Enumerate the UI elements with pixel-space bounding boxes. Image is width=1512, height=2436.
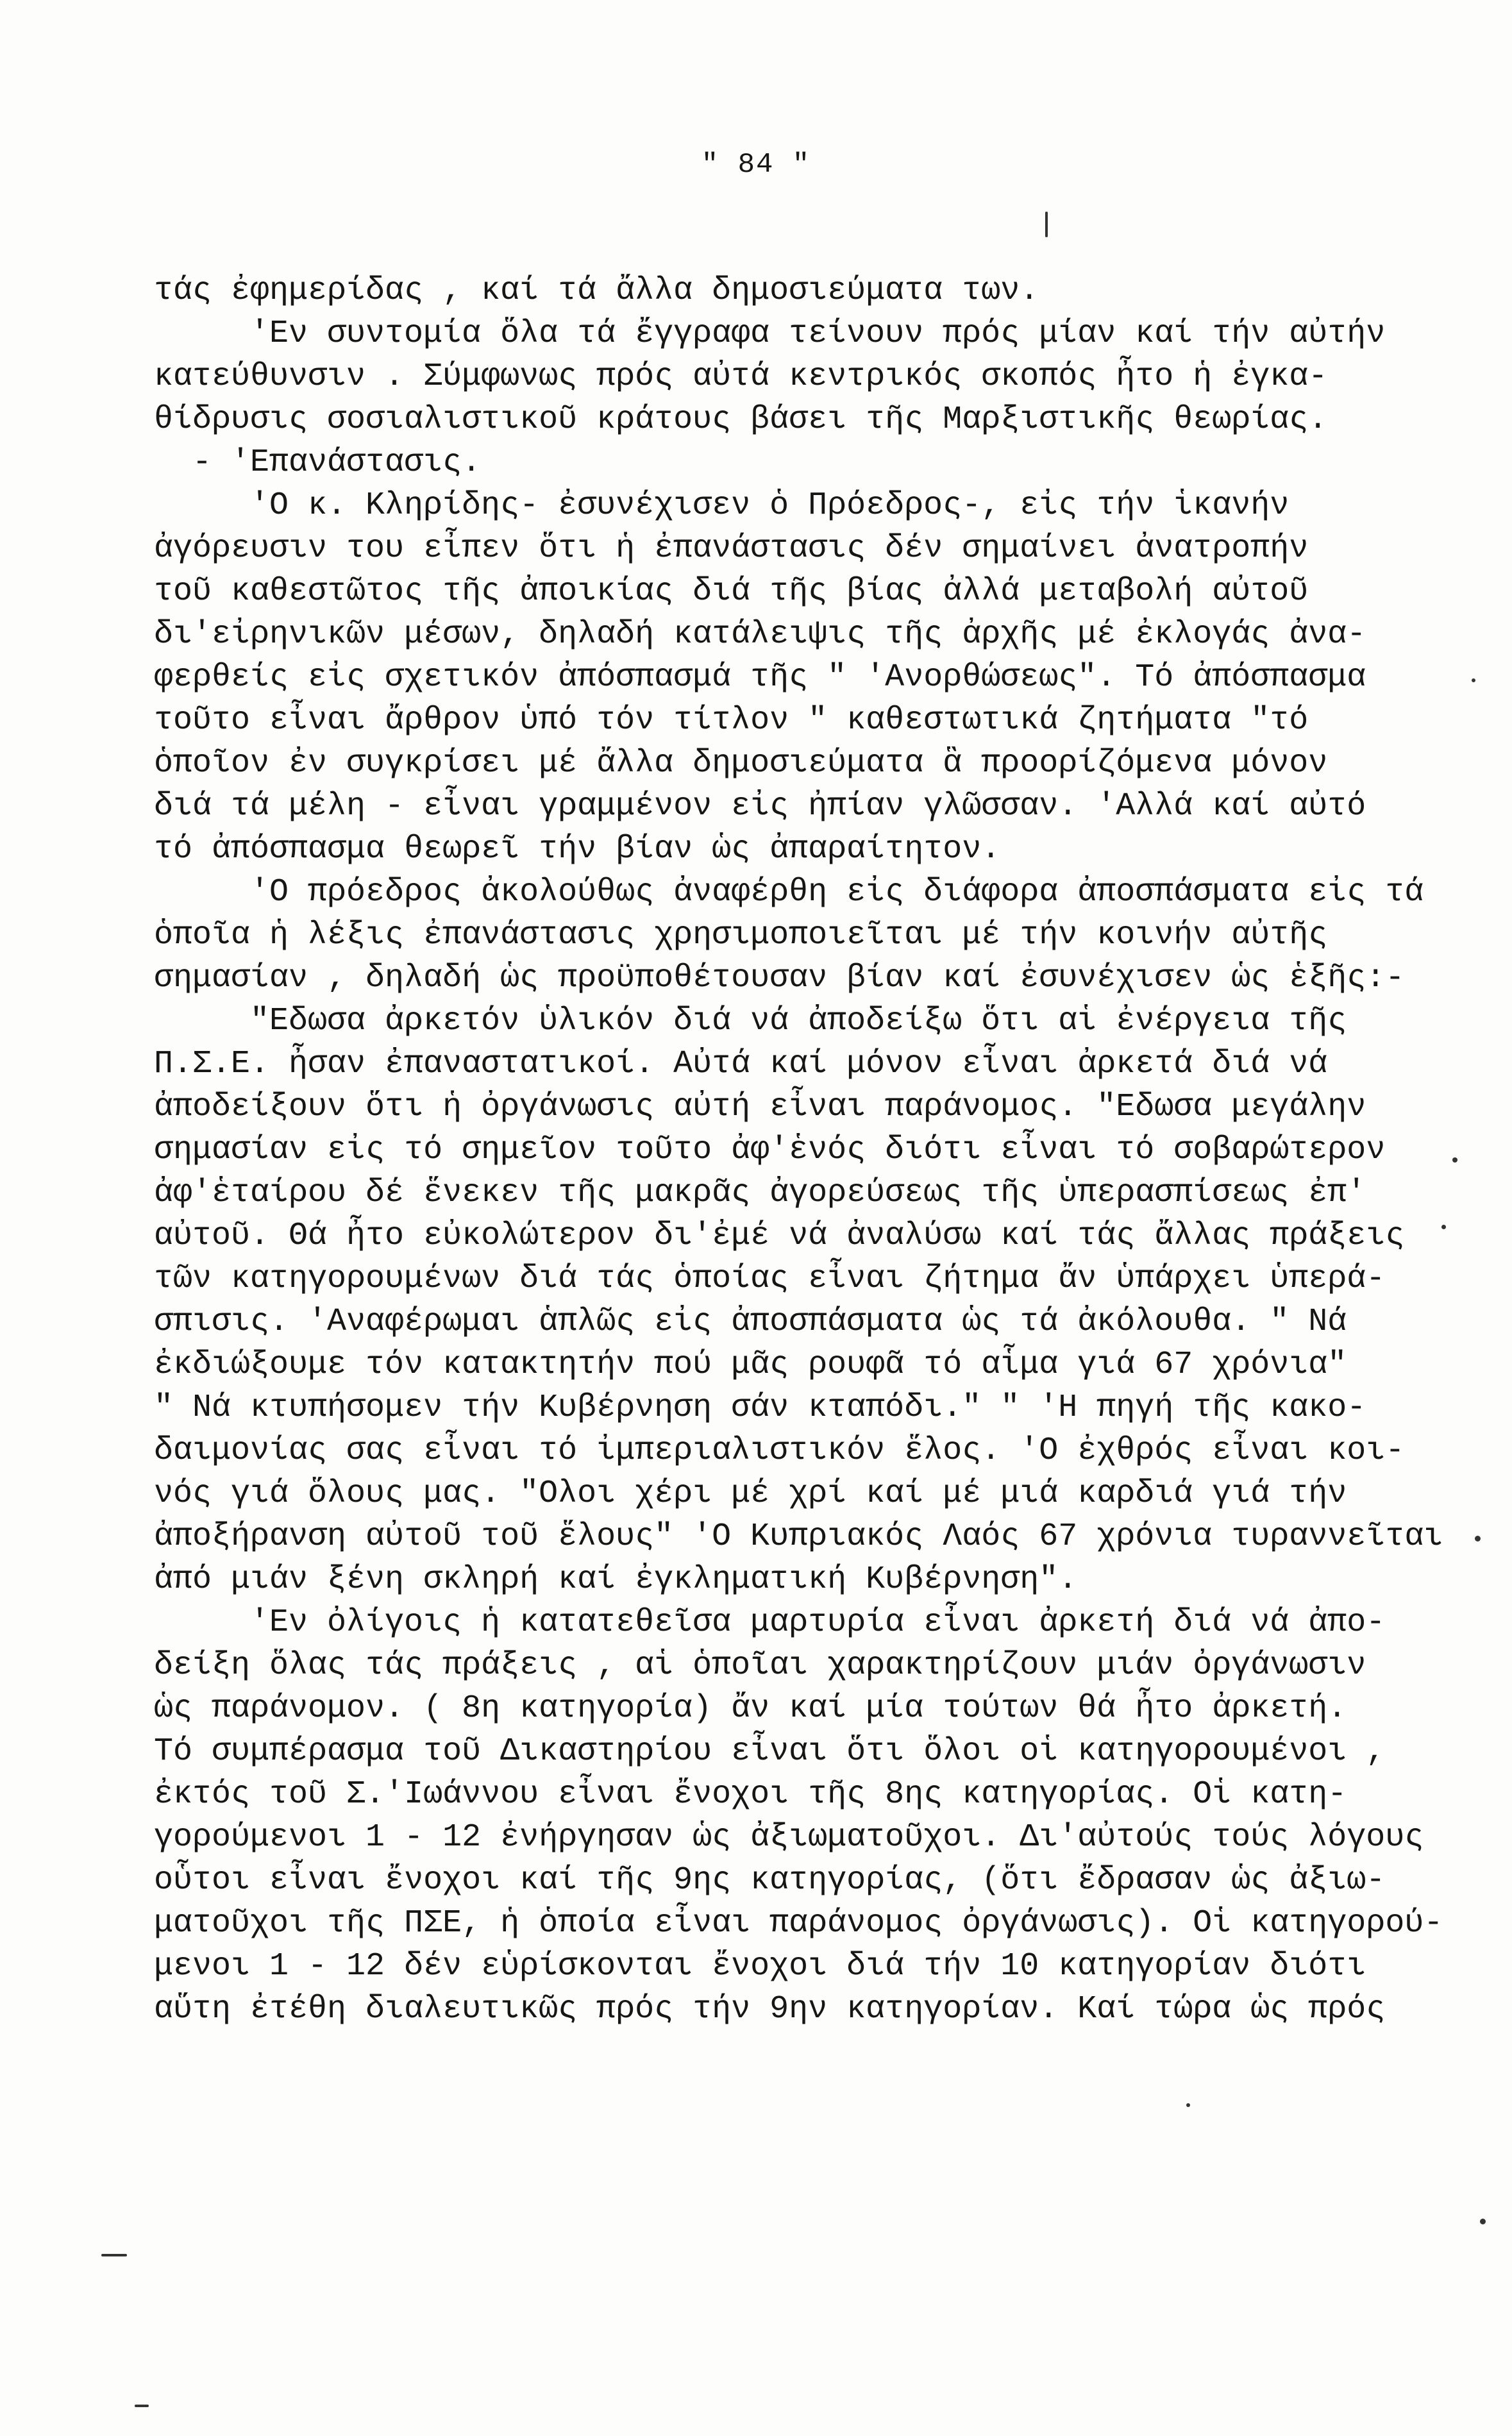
scan-speck [1441, 1225, 1446, 1229]
text-line: 'Εν συντομία ὅλα τά ἔγγραφα τείνουν πρός μίαν καί τήν αὐτήν [250, 315, 1386, 352]
text-line: αὕτη ἐτέθη διαλευτικῶς πρός τήν 9ην κατηγορίαν. Καί τώρα ὡς πρός [154, 1991, 1386, 2028]
text-line: διά τά μέλη - εἶναι γραμμένον εἰς ἠπίαν γλῶσσαν. 'Αλλά καί αὐτό [154, 788, 1366, 825]
text-line: τῶν κατηγορουμένων διά τάς ὁποίας εἶναι ζήτημα ἄν ὑπάρχει ὑπερά- [154, 1261, 1386, 1297]
text-line: 'Εν ὀλίγοις ἡ κατατεθεῖσα μαρτυρία εἶναι ἀρκετή διά νά ἀπο- [250, 1604, 1386, 1641]
text-line: ὁποῖον ἐν συγκρίσει μέ ἄλλα δημοσιεύματα ἃ προορίζόμενα μόνον [154, 745, 1328, 782]
scan-speck [1472, 678, 1475, 682]
scan-speck [101, 2254, 127, 2256]
text-line: τοῦ καθεστῶτος τῆς ἀποικίας διά τῆς βίας ἀλλά μεταβολή αὐτοῦ [154, 573, 1309, 610]
text-line: τάς ἐφημερίδας , καί τά ἄλλα δημοσιεύματα των. [154, 273, 1039, 309]
text-line: μενοι 1 - 12 δέν εὑρίσκονται ἔνοχοι διά τήν 10 κατηγορίαν διότι [154, 1948, 1366, 1985]
text-line: οὗτοι εἶναι ἔνοχοι καί τῆς 9ης κατηγορίας, (ὅτι ἔδρασαν ὡς ἀξιω- [154, 1862, 1386, 1899]
scan-speck [135, 2405, 149, 2407]
text-line: δαιμονίας σας εἶναι τό ἰμπεριαλιστικόν ἕλος. 'Ο ἐχθρός εἶναι κοι- [154, 1432, 1405, 1469]
text-line: τοῦτο εἶναι ἄρθρον ὑπό τόν τίτλον " καθεστωτικά ζητήματα "τό [154, 702, 1309, 739]
text-line: ἀποξήρανση αὐτοῦ τοῦ ἕλους" 'Ο Κυπριακός Λαός 67 χρόνια τυραννεῖται [154, 1518, 1443, 1555]
text-line: σπισις. 'Αναφέρωμαι ἁπλῶς εἰς ἀποσπάσματα ὡς τά ἀκόλουθα. " Νά [154, 1304, 1347, 1340]
text-line: "Εδωσα ἀρκετόν ὑλικόν διά νά ἀποδείξω ὅτι αἱ ἐνέργεια τῆς [250, 1003, 1347, 1039]
text-line: ἐκτός τοῦ Σ.'Ιωάννου εἶναι ἔνοχοι τῆς 8ης κατηγορίας. Οἱ κατη- [154, 1776, 1347, 1813]
text-line: ἀπό μιάν ξένη σκληρή καί ἐγκληματική Κυβέρνηση". [154, 1561, 1078, 1598]
body-text [154, 269, 1456, 2031]
text-line: Π.Σ.Ε. ἦσαν ἐπαναστατικοί. Αὐτά καί μόνον εἶναι ἀρκετά διά νά [154, 1046, 1328, 1082]
text-line: θίδρυσις σοσιαλιστικοῦ κράτους βάσει τῆς Μαρξιστικῆς θεωρίας. [154, 401, 1328, 438]
text-line: νός γιά ὅλους μας. "Ολοι χέρι μέ χρί καί μέ μιά καρδιά γιά τήν [154, 1475, 1347, 1512]
text-line: ὡς παράνομον. ( 8η κατηγορία) ἄν καί μία τούτων θά ἦτο ἀρκετή. [154, 1690, 1347, 1727]
text-line: ἐκδιώξουμε τόν κατακτητήν πού μᾶς ρουφᾶ τό αἷμα γιά 67 χρόνια" [154, 1347, 1347, 1383]
scan-speck [1475, 1536, 1481, 1541]
scan-speck [1186, 2103, 1190, 2107]
text-line: τό ἀπόσπασμα θεωρεῖ τήν βίαν ὡς ἀπαραίτητον. [154, 831, 1001, 868]
text-line: γορούμενοι 1 - 12 ἐνήργησαν ὡς ἀξιωματοῦχοι. Δι'αὐτούς τούς λόγους [154, 1819, 1424, 1856]
text-line: σημασίαν εἰς τό σημεῖον τοῦτο ἀφ'ἑνός διότι εἶναι τό σοβαρώτερον [154, 1132, 1386, 1168]
text-line: φερθείς εἰς σχετικόν ἀπόσπασμά τῆς " 'Ανορθώσεως". Τό ἀπόσπασμα [154, 659, 1366, 696]
scan-speck [1045, 212, 1048, 237]
page-number: " 84 " [701, 149, 811, 181]
text-line: κατεύθυνσιν . Σύμφωνως πρός αὐτά κεντρικός σκοπός ἦτο ἡ ἐγκα- [154, 358, 1328, 395]
section-heading: - 'Επανάστασις. [192, 444, 482, 481]
text-line: " Νά κτυπήσομεν τήν Κυβέρνηση σάν κταπόδι." " 'Η πηγή τῆς κακο- [154, 1390, 1366, 1426]
text-line: ἀποδείξουν ὅτι ἡ ὀργάνωσις αὐτή εἶναι παράνομος. "Εδωσα μεγάλην [154, 1089, 1366, 1125]
text-line: 'Ο πρόεδρος ἀκολούθως ἀναφέρθη εἰς διάφορα ἀποσπάσματα εἰς τά [250, 874, 1424, 911]
text-line: ἀγόρευσιν του εἶπεν ὅτι ἡ ἐπανάστασις δέν σημαίνει ἀνατροπήν [154, 530, 1309, 567]
text-line: Τό συμπέρασμα τοῦ Δικαστηρίου εἶναι ὅτι ὅλοι οἱ κατηγορουμένοι , [154, 1733, 1386, 1770]
scan-speck [1452, 1157, 1457, 1163]
text-line: 'Ο κ. Κληρίδης- ἐσυνέχισεν ὁ Πρόεδρος-, εἰς τήν ἱκανήν [250, 487, 1289, 524]
text-line: δι'εἰρηνικῶν μέσων, δηλαδή κατάλειψις τῆς ἀρχῆς μέ ἐκλογάς ἀνα- [154, 616, 1366, 653]
text-line: αὐτοῦ. Θά ἦτο εὐκολώτερον δι'ἐμέ νά ἀναλύσω καί τάς ἄλλας πράξεις [154, 1218, 1405, 1254]
text-line: ματοῦχοι τῆς ΠΣΕ, ἡ ὁποία εἶναι παράνομος ὀργάνωσις). Οἱ κατηγορού- [154, 1905, 1443, 1942]
text-line: ὁποῖα ἡ λέξις ἐπανάστασις χρησιμοποιεῖται μέ τήν κοινήν αὐτῆς [154, 917, 1328, 953]
text-line: ἀφ'ἑταίρου δέ ἕνεκεν τῆς μακρᾶς ἀγορεύσεως τῆς ὑπερασπίσεως ἐπ' [154, 1175, 1366, 1211]
scan-speck [1480, 2219, 1486, 2224]
text-line: σημασίαν , δηλαδή ὡς προϋποθέτουσαν βίαν καί ἐσυνέχισεν ὡς ἑξῆς:- [154, 960, 1405, 996]
text-line: δείξη ὅλας τάς πράξεις , αἱ ὁποῖαι χαρακτηρίζουν μιάν ὀργάνωσιν [154, 1647, 1366, 1684]
